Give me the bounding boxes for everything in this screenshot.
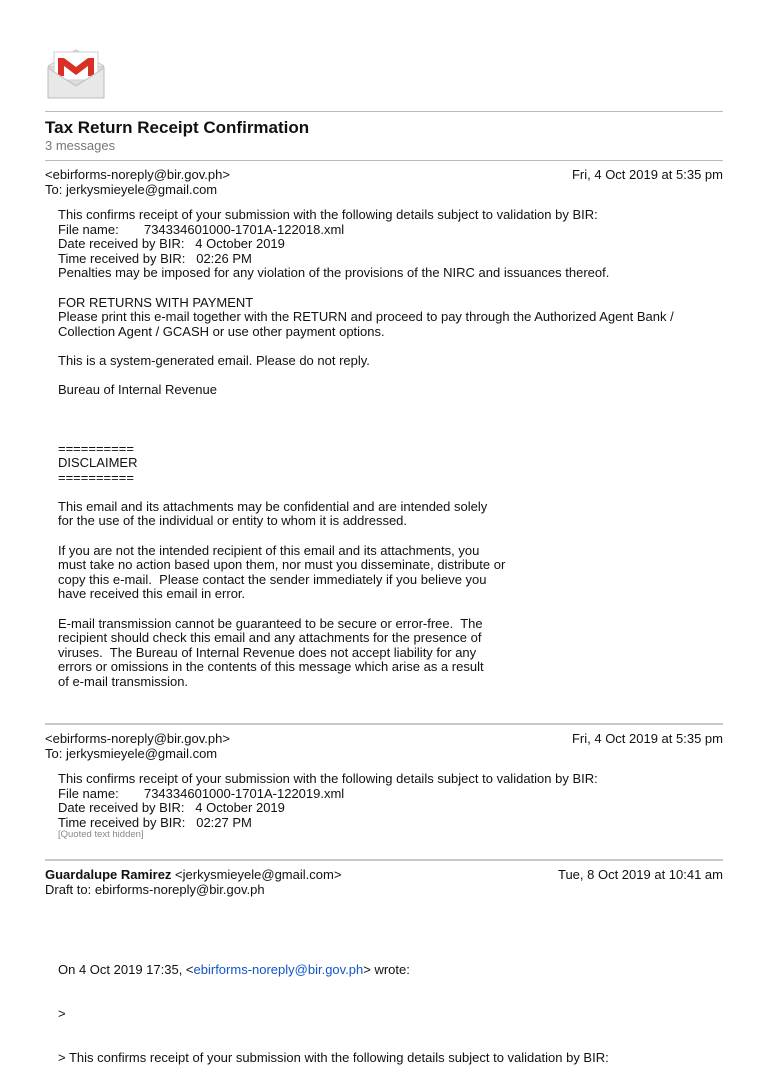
message-divider — [45, 723, 723, 725]
body-line: Bureau of Internal Revenue — [58, 382, 217, 398]
body-line: Date received by BIR: 4 October 2019 — [58, 800, 285, 816]
body-line — [58, 529, 738, 544]
body-line: errors or omissions in the contents of this message which arise as a result — [58, 659, 484, 675]
body-line: Penalties may be imposed for any violation of the provisions of the NIRC and issuances thereof. — [58, 265, 610, 281]
reply-attribution: On 4 Oct 2019 17:35, <ebirforms-noreply@bir.gov.ph> wrote: — [58, 962, 410, 978]
sender[interactable] — [45, 867, 341, 882]
body-line: File name: 734334601000-1701A-122018.xml — [58, 221, 345, 237]
quote-line: > — [58, 1005, 66, 1021]
thread-title: Tax Return Receipt Confirmation — [45, 118, 310, 137]
body-line: of e-mail transmission. — [58, 674, 189, 689]
message-date: Tue, 8 Oct 2019 at 10:41 am — [557, 867, 723, 882]
body-line — [58, 369, 738, 384]
body-line: copy this e-mail. Please contact the sender immediately if you believe you — [58, 571, 487, 587]
draft-recipient: Draft to: ebirforms-noreply@bir.gov.ph — [45, 882, 265, 897]
body-line: Time received by BIR: 02:26 PM — [58, 250, 252, 266]
body-line: This confirms receipt of your submission with the following details subject to validation by BIR: — [58, 207, 598, 222]
body-line — [58, 339, 738, 354]
body-line: Time received by BIR: 02:27 PM — [58, 814, 252, 830]
body-line: Date received by BIR: 4 October 2019 — [58, 236, 285, 252]
body-line: ========== — [58, 469, 134, 485]
body-line: have received this email in error. — [58, 586, 246, 602]
reply-email-link[interactable]: ebirforms-noreply@bir.gov.ph — [193, 962, 364, 978]
body-line: This email and its attachments may be confidential and are intended solely — [58, 498, 488, 514]
message-divider — [45, 859, 723, 861]
message-body-2 — [58, 772, 738, 830]
body-line — [58, 427, 738, 442]
body-line: recipient should check this email and any attachments for the presence of — [58, 630, 482, 646]
quote-line: > This confirms receipt of your submission with the following details subject to validation by BIR: — [58, 1049, 609, 1065]
message-body-3 — [58, 934, 738, 1080]
body-line — [58, 398, 738, 413]
quoted-text-hidden-link[interactable]: [Quoted text hidden] — [58, 829, 144, 840]
sender[interactable]: <ebirforms-noreply@bir.gov.ph> — [45, 167, 230, 182]
body-line: for the use of the individual or entity to whom it is addressed. — [58, 513, 408, 529]
sender-name: Guardalupe Ramirez — [45, 867, 172, 882]
message-header-3 — [45, 867, 723, 897]
sender[interactable]: <ebirforms-noreply@bir.gov.ph> — [45, 731, 230, 746]
gmail-envelope-icon — [46, 44, 106, 100]
body-line: must take no action based upon them, nor must you disseminate, distribute or — [58, 557, 506, 573]
body-line: ========== — [58, 440, 134, 456]
message-date: Fri, 4 Oct 2019 at 5:35 pm — [571, 731, 723, 746]
message-body-1 — [58, 208, 738, 690]
message-header-2 — [45, 731, 723, 761]
body-line: This confirms receipt of your submission with the following details subject to validation by BIR: — [58, 771, 598, 786]
top-divider — [45, 111, 723, 112]
body-line — [58, 485, 738, 500]
body-line — [58, 281, 738, 296]
body-line: FOR RETURNS WITH PAYMENT — [58, 294, 254, 310]
sender-email: <jerkysmieyele@gmail.com> — [171, 867, 342, 882]
body-line — [58, 412, 738, 427]
recipient: To: jerkysmieyele@gmail.com — [45, 746, 218, 761]
recipient: To: jerkysmieyele@gmail.com — [45, 182, 218, 197]
message-date: Fri, 4 Oct 2019 at 5:35 pm — [571, 167, 723, 182]
message-header-1 — [45, 167, 723, 197]
body-line: viruses. The Bureau of Internal Revenue does not accept liability for any — [58, 644, 477, 660]
body-line: This is a system-generated email. Please do not reply. — [58, 352, 370, 368]
body-line — [58, 602, 738, 617]
body-line: Collection Agent / GCASH or use other payment options. — [58, 323, 385, 339]
body-line: File name: 734334601000-1701A-122019.xml — [58, 785, 345, 801]
message-count: 3 messages — [45, 138, 116, 153]
body-line: E-mail transmission cannot be guaranteed to be secure or error-free. The — [58, 615, 483, 631]
body-line: DISCLAIMER — [58, 455, 138, 471]
body-line: Please print this e-mail together with the RETURN and proceed to pay through the Authorized Agent Bank / — [58, 309, 674, 325]
body-line: If you are not the intended recipient of this email and its attachments, you — [58, 542, 480, 558]
thread-divider — [45, 160, 723, 161]
